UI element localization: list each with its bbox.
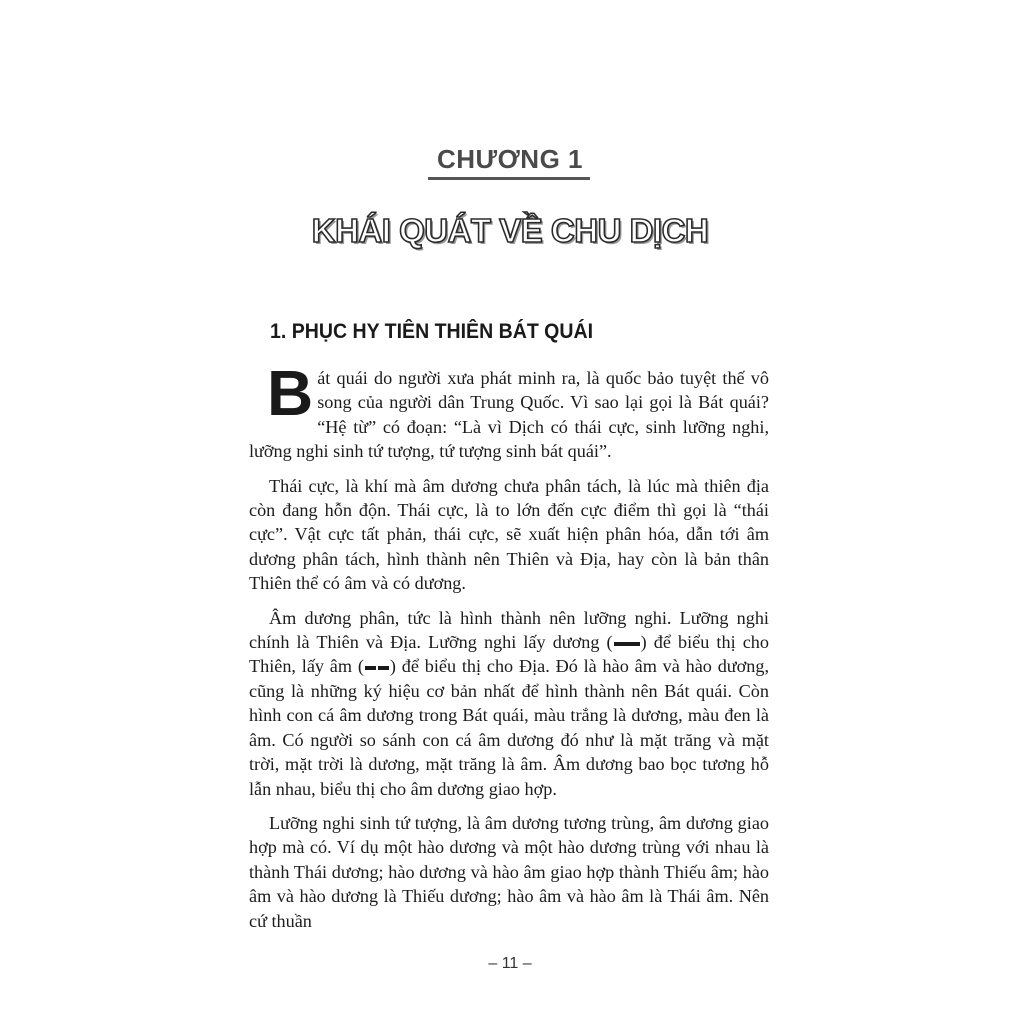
paragraph-1 bbox=[249, 357, 769, 464]
paragraph-2: Thái cực, là khí mà âm dương chưa phân tách, là lúc mà thiên địa còn đang hỗn độn. Thái cực, là to lớn đến cực điểm thì gọi là “thái cực”. Vật cực tất phản, thái cực, sẽ xuất hiện phân hóa, dẫn tới âm dương phân tách, hình thành nên Thiên và Địa, hay còn là bản thân Thiên thể có âm và có dương. bbox=[249, 475, 769, 594]
chapter-title: KHÁI QUÁT VỀ CHU DỊCH bbox=[311, 212, 709, 249]
paragraph-3-part-b: ) để biểu thị cho Thiên, lấy âm ( bbox=[249, 632, 769, 677]
paragraph-3-part-a: Âm dương phân, tức là hình thành nên lưỡng nghi. Lưỡng nghi chính là Thiên và Địa. Lưỡng nghi lấy dương ( bbox=[249, 607, 769, 653]
yang-line-icon bbox=[614, 642, 640, 646]
page-number: – 11 – bbox=[488, 955, 532, 972]
yin-line-icon bbox=[364, 656, 390, 676]
section-heading: 1. PHỤC HY TIÊN THIÊN BÁT QUÁI bbox=[270, 320, 594, 343]
body-text bbox=[249, 357, 769, 943]
paragraph-3-part-c: ) để biểu thị cho Địa. Đó là hào âm và hào dương, cũng là những ký hiệu cơ bản nhất để hình thành nên Bát quái. Còn hình con cá âm dương trong Bát quái, màu trắng là dương, màu đen là âm. Có người so sánh con cá âm dương đó như là mặt trăng và mặt trời, mặt trời là dương, mặt trăng là âm. Âm dương bao bọc tương hỗ lẫn nhau, biểu thị cho âm dương giao hợp. bbox=[249, 656, 769, 799]
paragraph-4: Lưỡng nghi sinh tứ tượng, là âm dương tương trùng, âm dương giao hợp mà có. Ví dụ một hào dương và một hào dương trùng với nhau là thành Thái dương; hào dương và hào âm giao hợp thành Thiếu âm; hào âm và hào dương là Thiếu dương; hào âm và hào âm là Thái âm. Nên cứ thuần bbox=[249, 812, 769, 931]
chapter-underline bbox=[428, 177, 590, 180]
drop-cap: B bbox=[267, 357, 314, 429]
chapter-label: CHƯƠNG 1 bbox=[437, 144, 583, 174]
paragraph-3 bbox=[249, 606, 769, 801]
paragraph-1-text: át quái do người xưa phát minh ra, là quốc bảo tuyệt thế vô song của người dân Trung Quốc. Vì sao lại gọi là Bát quái? “Hệ từ” có đoạn: “Là vì Dịch có thái cực, sinh lưỡng nghi, lưỡng nghi sinh tứ tượng, tứ tượng sinh bát quái”. bbox=[249, 368, 769, 462]
